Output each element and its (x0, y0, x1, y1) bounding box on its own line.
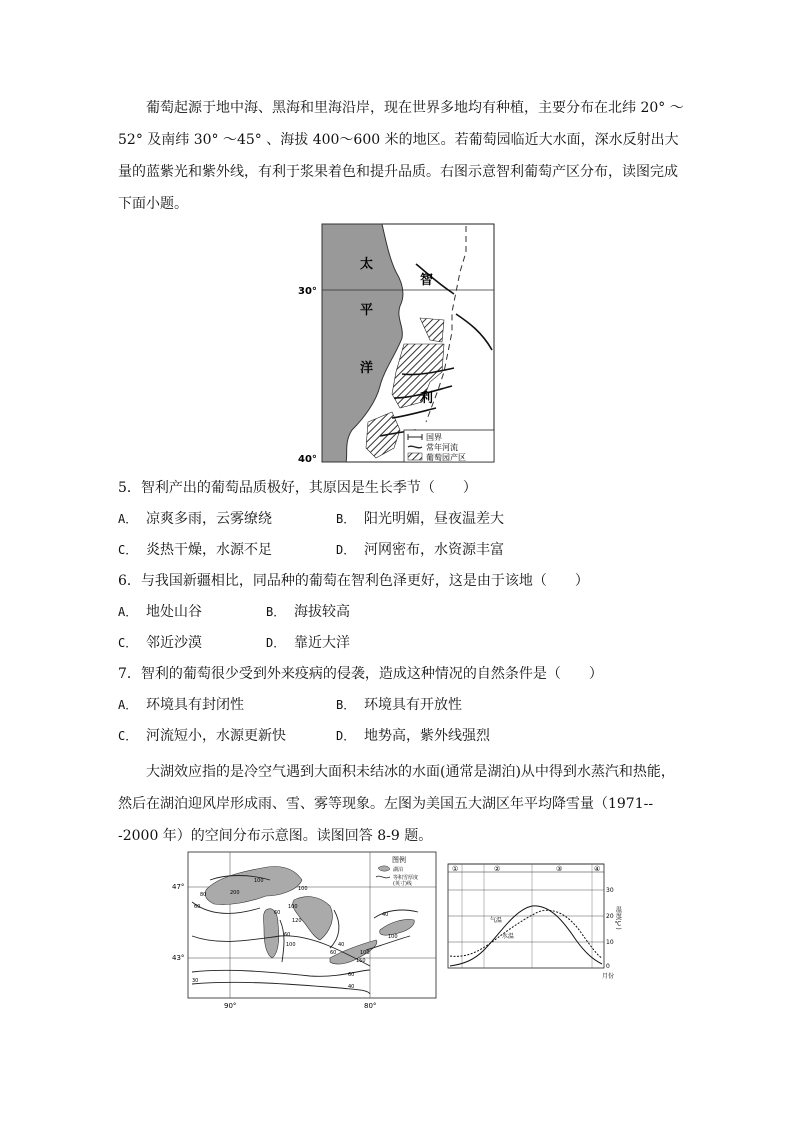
question-5-stem: 5．智利产出的葡萄品质极好，其原因是生长季节（ ） (118, 480, 477, 496)
isoline-value: 30 (192, 978, 199, 984)
great-lakes-snowfall-map (170, 850, 440, 1010)
temperature-chart (442, 860, 628, 984)
legend-river: 常年河流 (426, 443, 458, 452)
isoline-value: 60 (274, 910, 281, 916)
latitude-label: 40° (298, 454, 317, 465)
isoline-value: 60 (284, 932, 291, 938)
isoline-value: 120 (292, 918, 302, 924)
isoline-value: 40 (382, 912, 389, 918)
question-7-stem: 7．智利的葡萄很少受到外来疫病的侵袭，造成这种情况的自然条件是（ ） (118, 666, 603, 682)
x-axis-label: 月份 (602, 973, 615, 980)
period-label: ③ (556, 865, 563, 873)
q7-option-c: C． 河流短小，水源更新快 (118, 728, 286, 744)
isoline-value: 60 (194, 904, 201, 910)
intro-paragraph-lake-effect: 大湖效应指的是冷空气遇到大面积未结冰的水面(通常是湖泊)从中得到水蒸汽和热能，然后在湖泊迎风岸形成雨、雪、雾等现象。左图为美国五大湖区年平均降雪量（1971---2000 年）的空间分布示意图。读图回答 8-9 题。 (118, 764, 675, 844)
isoline-value: 40 (348, 984, 355, 990)
isoline-value: 40 (338, 942, 345, 948)
period-label: ④ (594, 865, 601, 873)
q7-option-b: B． 环境具有开放性 (336, 697, 462, 713)
isoline-value: 200 (230, 890, 240, 896)
question-6-stem: 6．与我国新疆相比，同品种的葡萄在智利色泽更好，这是由于该地（ ） (118, 573, 589, 589)
isoline-value: 100 (298, 886, 308, 892)
water-temp-label: 水温 (502, 933, 515, 940)
legend-isoline-unit: (英寸)线 (393, 881, 412, 887)
y-tick: 30 (606, 887, 614, 894)
country-label: 智 (420, 273, 434, 288)
isoline-value: 100 (388, 934, 398, 940)
country-label: 利 (420, 391, 434, 406)
period-label: ① (452, 865, 459, 873)
legend-border: 国界 (426, 433, 442, 442)
y-tick: 20 (606, 913, 614, 920)
q6-option-a: A． 地处山谷 (118, 604, 202, 620)
isoline-value: 150 (356, 958, 366, 964)
q5-option-c: C． 炎热干燥，水源不足 (118, 542, 272, 558)
intro-paragraph-grapes: 葡萄起源于地中海、黑海和里海沿岸，现在世界多地均有种植，主要分布在北纬 20° ～52° 及南纬 30° ～45° 、海拔 400～600 米的地区。若葡萄园临近大水面，深水反射出大量的蓝紫光和紫外线，有利于浆果着色和提升品质。右图示意智利葡萄产区分布，读图完成下面小题。 (118, 100, 684, 212)
q6-option-c: C． 邻近沙漠 (118, 635, 202, 651)
latitude-label: 30° (298, 286, 317, 297)
air-temp-label: 气温 (490, 917, 503, 924)
isoline-value: 100 (254, 878, 264, 884)
q7-option-a: A． 环境具有封闭性 (118, 697, 244, 713)
ocean-label: 太 (360, 257, 374, 272)
isoline-value: 100 (286, 942, 296, 948)
legend-isoline: 等积雪厚度 (393, 875, 419, 881)
q6-option-d: D． 靠近大洋 (266, 635, 350, 651)
ocean-label: 洋 (360, 361, 374, 376)
q5-option-a: A． 凉爽多雨，云雾缭绕 (118, 511, 272, 527)
longitude-label: 90° (224, 1002, 237, 1010)
legend-title: 图例 (392, 856, 406, 864)
latitude-label: 47° (172, 883, 185, 891)
latitude-label: 43° (172, 954, 185, 962)
period-label: ② (494, 865, 501, 873)
y-tick: 10 (606, 939, 614, 946)
isoline-value: 100 (360, 950, 370, 956)
q5-option-b: B． 阳光明媚，昼夜温差大 (336, 511, 504, 527)
longitude-label: 80° (364, 1002, 377, 1010)
q5-option-d: D． 河网密布，水资源丰富 (336, 542, 504, 558)
isoline-value: 80 (200, 892, 207, 898)
ocean-label: 平 (360, 303, 374, 318)
legend-lake: 湖泊 (393, 867, 404, 873)
isoline-value: 60 (330, 950, 337, 956)
q7-option-d: D． 地势高，紫外线强烈 (336, 728, 490, 744)
chile-grape-map (296, 222, 502, 466)
isoline-value: 60 (348, 972, 355, 978)
legend-grape-area: 葡萄园产区 (426, 453, 466, 462)
y-tick: 0 (606, 963, 610, 970)
y-axis-label: 温度(℃) (614, 906, 622, 930)
q6-option-b: B． 海拔较高 (266, 604, 350, 620)
isoline-value: 100 (288, 904, 298, 910)
